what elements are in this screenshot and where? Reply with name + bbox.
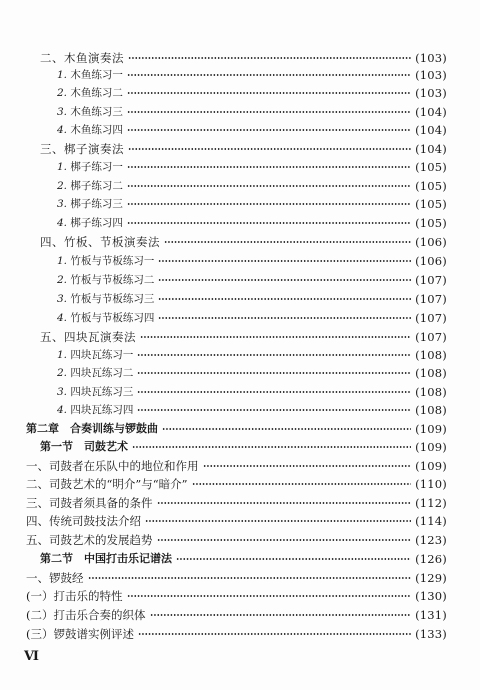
dot-leader: [127, 222, 411, 224]
toc-entry-title: [40, 550, 172, 568]
toc-entry-page: (104): [415, 123, 447, 137]
toc-entry-title: [57, 309, 154, 327]
toc-entry-page: (109): [415, 422, 447, 436]
toc-entry-page: (104): [415, 105, 447, 119]
toc-entry-title: [26, 457, 199, 475]
toc-entry: [57, 290, 447, 308]
toc-entry-page: (109): [415, 440, 447, 454]
toc-entry-title: [40, 140, 124, 158]
toc-entry-text: 一、锣鼓经: [26, 571, 84, 585]
toc-entry-title: [57, 401, 133, 419]
toc-entry-title: [57, 84, 123, 102]
toc-entry-title: [57, 177, 123, 195]
toc-entry: [57, 158, 447, 176]
toc-entry: [57, 364, 447, 382]
toc-entry-title: [26, 475, 188, 493]
dot-leader: [127, 203, 411, 205]
dot-leader: [164, 241, 411, 243]
toc-entry-text: 四块瓦练习一: [70, 349, 134, 361]
toc-entry-number: 2.: [57, 87, 68, 99]
toc-entry-page: (107): [415, 330, 447, 344]
toc-entry-text: 第一节 司鼓艺术: [40, 440, 128, 453]
dot-leader: [137, 391, 411, 393]
toc-entry-title: [26, 569, 84, 587]
toc-entry: [57, 103, 447, 121]
toc-entry-title: [57, 66, 123, 84]
toc-entry-title: [26, 494, 153, 512]
toc-entry: [40, 438, 447, 456]
toc-entry-page: (106): [415, 254, 447, 268]
toc-entry-page: (109): [415, 459, 447, 473]
toc-entry-text: 梆子练习一: [70, 161, 123, 173]
toc-entry-page: (108): [415, 403, 447, 417]
toc-entry: [57, 84, 447, 102]
toc-entry-text: 木鱼练习三: [70, 106, 123, 118]
toc-entry-title: [57, 252, 154, 270]
toc-entry-title: [26, 606, 146, 624]
toc-entry-text: 四、传统司鼓技法介绍: [26, 514, 141, 528]
toc-entry-text: 梆子练习三: [70, 198, 123, 210]
dot-leader: [88, 577, 412, 579]
toc-entry-title: [40, 438, 128, 456]
toc-entry-text: 五、四块瓦演奏法: [40, 330, 136, 344]
toc-entry-page: (129): [415, 571, 447, 585]
toc-entry: [57, 271, 447, 289]
toc-entry-page: (108): [415, 385, 447, 399]
toc-entry-title: [26, 531, 153, 549]
toc-entry-page: (126): [415, 552, 447, 566]
toc-entry-number: 2.: [57, 367, 68, 379]
toc-entry-text: 竹板与节板练习四: [70, 312, 155, 324]
toc-entry: [40, 550, 447, 568]
dot-leader: [132, 446, 411, 448]
dot-leader: [150, 614, 412, 616]
toc-entry-text: 四块瓦练习四: [70, 404, 134, 416]
dot-leader: [127, 185, 411, 187]
toc-entry-text: 三、司鼓者须具备的条件: [26, 496, 153, 510]
toc-entry-title: [57, 271, 154, 289]
toc-entry: [57, 346, 447, 364]
toc-entry-text: 木鱼练习二: [70, 87, 123, 99]
toc-entry: [26, 606, 447, 624]
toc-entry-number: 1.: [57, 255, 68, 267]
dot-leader: [138, 633, 411, 635]
dot-leader: [162, 428, 411, 430]
toc-entry-page: (104): [415, 142, 447, 156]
toc-entry: [40, 328, 447, 346]
toc-entry-text: 梆子练习四: [70, 217, 123, 229]
toc-entry: [26, 475, 447, 493]
toc-entry-page: (114): [415, 514, 447, 528]
toc-entry-number: 3.: [57, 106, 68, 118]
toc-entry: [57, 383, 447, 401]
toc-entry-number: 1.: [57, 161, 68, 173]
toc-entry-page: (107): [415, 273, 447, 287]
dot-leader: [140, 336, 411, 338]
toc-entry-text: 四块瓦练习二: [70, 367, 134, 379]
page-number: Ⅵ: [24, 649, 39, 664]
toc-entry-text: (二）打击乐合奏的织体: [26, 608, 146, 622]
dot-leader: [157, 502, 412, 504]
toc-entry-page: (108): [415, 348, 447, 362]
toc-entry-title: [57, 290, 154, 308]
toc-entry-title: [57, 346, 133, 364]
toc-entry-text: (一）打击乐的特性: [26, 589, 123, 603]
toc-entry-title: [57, 383, 133, 401]
toc-entry-number: 2.: [57, 180, 68, 192]
toc-entry-text: 梆子练习二: [70, 180, 123, 192]
toc-entry-page: (112): [415, 496, 447, 510]
dot-leader: [127, 111, 411, 113]
toc-entry-number: 3.: [57, 293, 68, 305]
toc-entry-title: [57, 103, 123, 121]
toc-entry: [40, 49, 447, 67]
toc-entry-title: [40, 49, 124, 67]
toc-entry-text: 竹板与节板练习三: [70, 293, 155, 305]
toc-entry-title: [57, 158, 123, 176]
dot-leader: [127, 595, 412, 597]
toc-entry: [26, 531, 447, 549]
toc-entry-title: [57, 214, 123, 232]
toc-entry-text: 四、竹板、节板演奏法: [40, 235, 160, 249]
toc-entry: [26, 494, 447, 512]
toc-entry-page: (106): [415, 235, 447, 249]
dot-leader: [158, 279, 411, 281]
toc-entry: [57, 214, 447, 232]
dot-leader: [158, 317, 411, 319]
toc-entry-page: (107): [415, 292, 447, 306]
toc-entry-number: 4.: [57, 312, 68, 324]
dot-leader: [128, 148, 411, 150]
toc-entry-text: 第二节 中国打击乐记谱法: [40, 552, 172, 565]
dot-leader: [127, 74, 411, 76]
toc-entry-text: 四块瓦练习三: [70, 386, 134, 398]
dot-leader: [128, 57, 411, 59]
toc-entry: [26, 625, 447, 643]
toc-entry-number: 1.: [57, 349, 68, 361]
toc-entry-text: 一、司鼓者在乐队中的地位和作用: [26, 459, 199, 473]
toc-entry: [57, 177, 447, 195]
toc-entry-page: (131): [415, 608, 447, 622]
toc-entry: [26, 587, 447, 605]
toc-entry-text: 三、梆子演奏法: [40, 142, 124, 156]
toc-entry-page: (133): [415, 627, 447, 641]
toc-entry-title: [26, 587, 123, 605]
toc-entry-title: [57, 195, 123, 213]
dot-leader: [127, 92, 411, 94]
toc-entry-page: (123): [415, 533, 447, 547]
toc-entry-text: 五、司鼓艺术的发展趋势: [26, 533, 153, 547]
dot-leader: [145, 520, 411, 522]
toc-entry-text: 二、木鱼演奏法: [40, 51, 124, 65]
toc-entry-text: 木鱼练习一: [70, 69, 123, 81]
toc-entry-text: 第二章 合奏训练与锣鼓曲: [26, 422, 158, 435]
toc-entry-page: (103): [415, 68, 447, 82]
toc-entry-title: [57, 364, 133, 382]
toc-entry-page: (107): [415, 311, 447, 325]
toc-entry-number: 2.: [57, 274, 68, 286]
dot-leader: [158, 260, 411, 262]
toc-entry-number: 1.: [57, 69, 68, 81]
toc-entry-page: (110): [415, 477, 447, 491]
toc-entry-page: (108): [415, 366, 447, 380]
toc-entry-number: 4.: [57, 124, 68, 136]
dot-leader: [127, 129, 411, 131]
toc-entry-page: (105): [415, 179, 447, 193]
toc-entry-text: (三）锣鼓谱实例评述: [26, 627, 134, 641]
toc-entry: [57, 401, 447, 419]
toc-entry-page: (103): [415, 86, 447, 100]
toc-entry-page: (130): [415, 589, 447, 603]
toc-entry-title: [26, 420, 158, 438]
toc-entry: [57, 309, 447, 327]
toc-entry: [57, 252, 447, 270]
toc-entry-text: 竹板与节板练习二: [70, 274, 155, 286]
dot-leader: [157, 539, 412, 541]
dot-leader: [192, 483, 412, 485]
toc-entry-page: (105): [415, 160, 447, 174]
toc-entry: [40, 233, 447, 251]
toc-entry-page: (103): [415, 51, 447, 65]
toc-entry-number: 3.: [57, 198, 68, 210]
toc-entry: [57, 121, 447, 139]
dot-leader: [203, 465, 412, 467]
toc-entry: [26, 420, 447, 438]
toc-entry: [26, 569, 447, 587]
toc-entry: [26, 512, 447, 530]
toc-entry-title: [26, 512, 141, 530]
dot-leader: [137, 409, 411, 411]
toc-entry-number: 4.: [57, 217, 68, 229]
toc-entry-page: (105): [415, 216, 447, 230]
toc-entry: [57, 195, 447, 213]
toc-entry-title: [57, 121, 123, 139]
toc-entry-number: 4.: [57, 404, 68, 416]
dot-leader: [158, 298, 411, 300]
dot-leader: [127, 166, 411, 168]
toc-entry-text: 竹板与节板练习一: [70, 255, 155, 267]
toc-entry: [26, 457, 447, 475]
toc-entry-title: [40, 233, 160, 251]
toc-entry-text: 木鱼练习四: [70, 124, 123, 136]
dot-leader: [176, 558, 411, 560]
dot-leader: [137, 354, 411, 356]
toc-entry-title: [26, 625, 134, 643]
dot-leader: [137, 372, 411, 374]
toc-entry-text: 二、司鼓艺术的“明介”与“暗介”: [26, 477, 188, 491]
toc-entry: [40, 140, 447, 158]
toc-entry-title: [40, 328, 136, 346]
toc-entry-number: 3.: [57, 386, 68, 398]
toc-entry-page: (105): [415, 197, 447, 211]
toc-entry: [57, 66, 447, 84]
